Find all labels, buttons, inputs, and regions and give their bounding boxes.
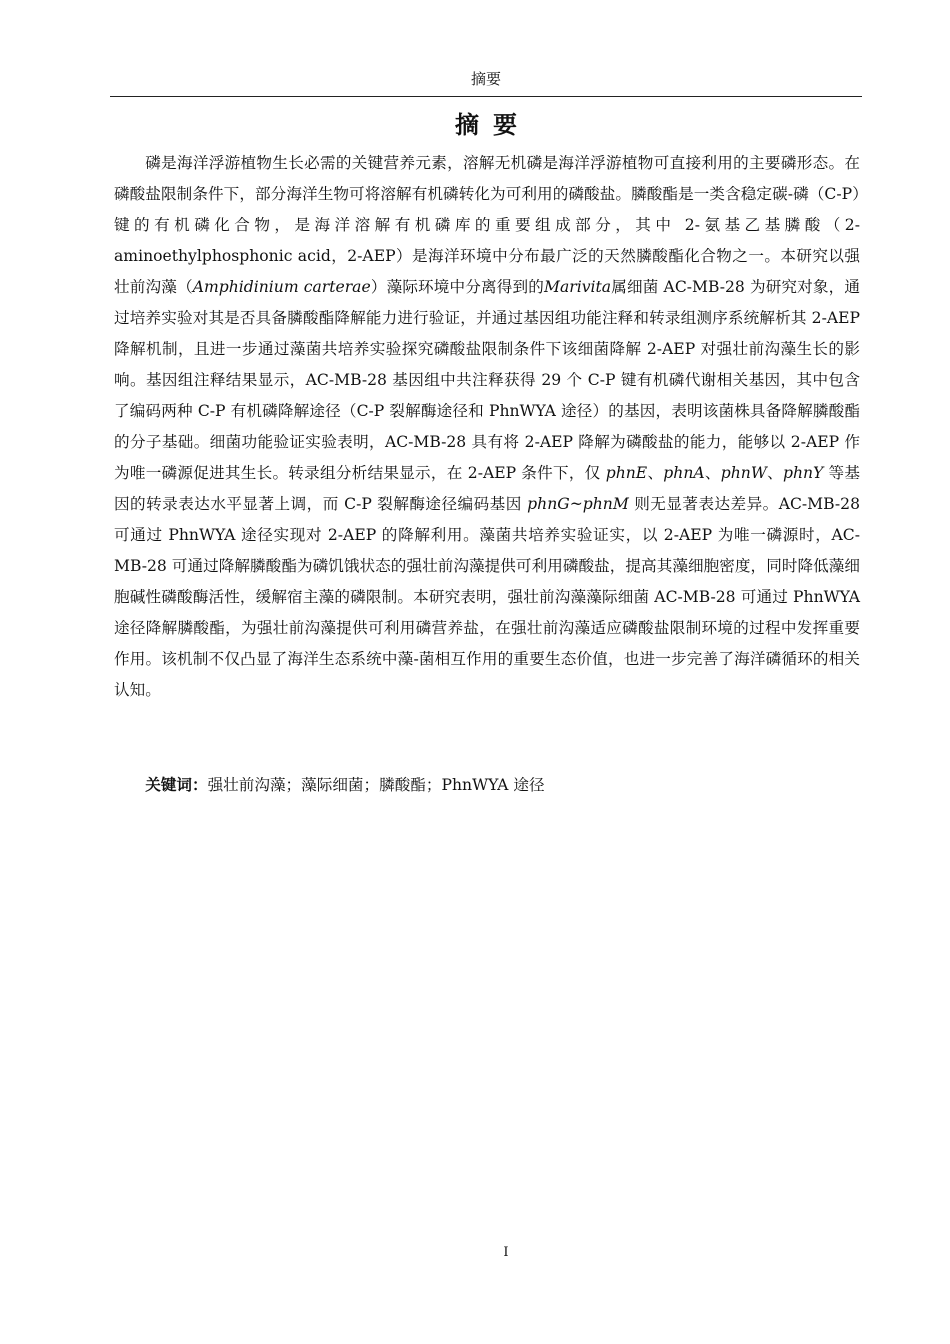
abstract-text-1: 磷是海洋浮游植物生长必需的关键营养元素，溶解无机磷是海洋浮游植物可直接利用的主要磷形态。在磷酸盐限制条件下，部分海洋生物可将溶解有机磷转化为可利用的磷酸盐。膦酸酯是一类含稳定碳-磷（C-P）键的有机磷化合物，是海洋溶解有机磷库的重要组成部分，其中 2-氨基乙基膦酸（2-aminoethylphosphonic acid，2-AEP）是海洋环境中分布最广泛的天然膦酸酯化合物之一。本研究以强壮前沟藻（ <box>114 154 860 296</box>
abstract-text-5: 则无显著表达差异。AC-MB-28 可通过 PhnWYA 途径实现对 2-AEP 的降解利用。藻菌共培养实验证实，以 2-AEP 为唯一磷源时，AC-MB-28 可通过降解膦酸酯为磷饥饿状态的强壮前沟藻提供可利用磷酸盐，提高其藻细胞密度，同时降低藻细胞碱性磷酸酶活性，缓解宿主藻的磷限制。本研究表明，强壮前沟藻藻际细菌 AC-MB-28 可通过 PhnWYA 途径降解膦酸酯，为强壮前沟藻提供可利用磷营养盐，在强壮前沟藻适应磷酸盐限制环境的过程中发挥重要作用。该机制不仅凸显了海洋生态系统中藻-菌相互作用的重要生态价值，也进一步完善了海洋磷循环的相关认知。 <box>114 495 860 699</box>
keywords-value: 强壮前沟藻；藻际细菌；膦酸酯；PhnWYA 途径 <box>207 776 545 794</box>
gene-name: phnW <box>720 464 767 482</box>
gene-range: phnG~phnM <box>527 495 629 513</box>
abstract-text-2: ）藻际环境中分离得到的 <box>370 278 544 296</box>
header-rule <box>110 96 862 97</box>
separator: 、 <box>647 464 664 482</box>
separator: 、 <box>766 464 783 482</box>
keywords-label: 关键词： <box>145 776 208 794</box>
abstract-paragraph <box>114 148 860 706</box>
running-header: 摘要 <box>470 70 501 88</box>
page-number: I <box>503 1245 509 1260</box>
abstract-text-3: 属细菌 AC-MB-28 为研究对象，通过培养实验对其是否具备膦酸酯降解能力进行验证，并通过基因组功能注释和转录组测序系统解析其 2-AEP 降解机制，且进一步通过藻菌共培养实验探究磷酸盐限制条件下该细菌降解 2-AEP 对强壮前沟藻生长的影响。基因组注释结果显示，AC-MB-28 基因组中共注释获得 29 个 C-P 键有机磷代谢相关基因，其中包含了编码两种 C-P 有机磷降解途径（C-P 裂解酶途径和 PhnWYA 途径）的基因，表明该菌株具备降解膦酸酯的分子基础。细菌功能验证实验表明，AC-MB-28 具有将 2-AEP 降解为磷酸盐的能力，能够以 2-AEP 作为唯一磷源促进其生长。转录组分析结果显示，在 2-AEP 条件下，仅 <box>114 278 860 482</box>
genus-name: Marivita <box>544 278 612 296</box>
gene-name: phnA <box>663 464 705 482</box>
keywords-line <box>114 770 860 801</box>
gene-name: phnE <box>605 464 648 482</box>
separator: 、 <box>704 464 721 482</box>
gene-name: phnY <box>782 464 824 482</box>
species-name: Amphidinium carterae <box>192 278 371 296</box>
page-title: 摘要 <box>455 111 531 139</box>
abstract-text-4: 等基因的转录表达水平显著上调，而 C-P 裂解酶途径编码基因 <box>114 464 860 513</box>
